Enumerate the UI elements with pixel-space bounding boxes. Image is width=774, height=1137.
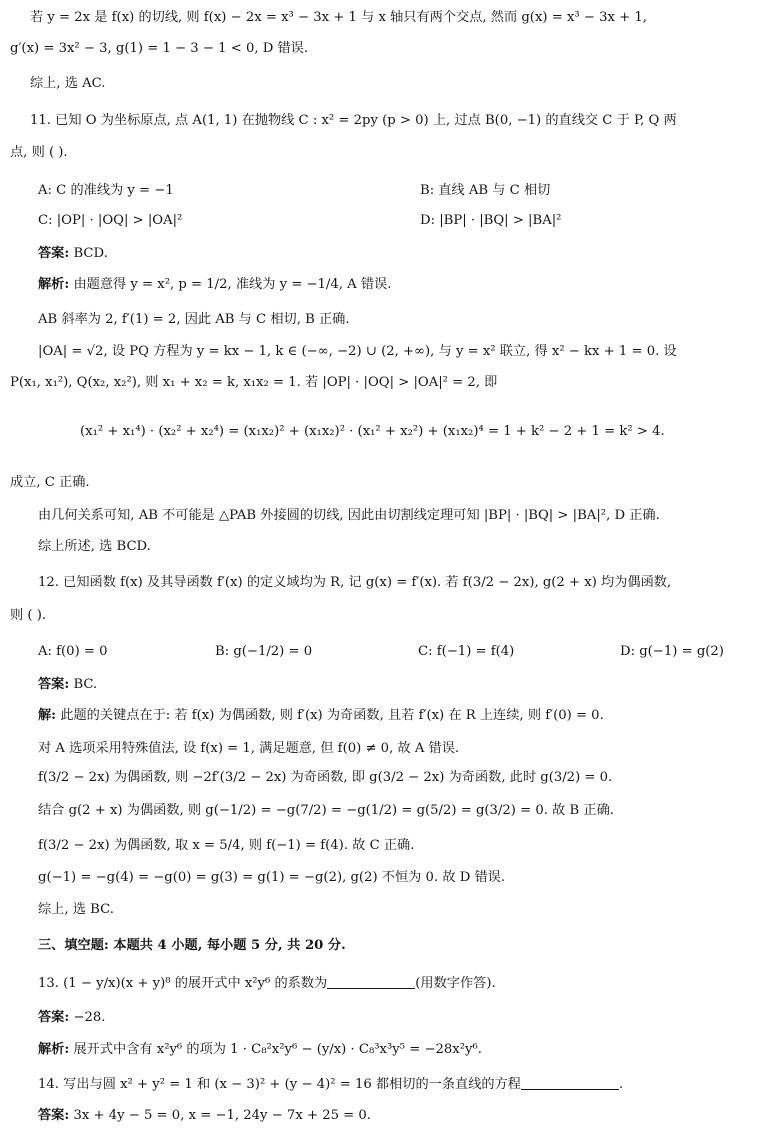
- section-heading: 三、填空题: 本题共 4 小题, 每小题 5 分, 共 20 分.: [38, 938, 346, 953]
- option-d: D: g(−1) = g(2): [620, 644, 724, 659]
- text-line: 结合 g(2 + x) 为偶函数, 则 g(−1/2) = −g(7/2) = −g(1/2) = g(5/2) = g(3/2) = 0. 故 B 正确.: [38, 803, 614, 818]
- text-line: 则 ( ).: [10, 608, 47, 623]
- text-line: g(−1) = −g(4) = −g(0) = g(3) = g(1) = −g(2), g(2) 不恒为 0. 故 D 错误.: [38, 870, 506, 885]
- answer-blank: [521, 1077, 619, 1090]
- analysis-text: 展开式中含有 x²y⁶ 的项为 1 · C₈²x²y⁶ − (y/x) · C₈³x³y⁵ = −28x²y⁶.: [69, 1042, 482, 1057]
- analysis-label: 解析:: [38, 277, 70, 292]
- answer-line: [38, 1108, 371, 1123]
- solution-line: [38, 708, 604, 723]
- answer-label: 答案:: [38, 1108, 70, 1123]
- answer-value: −28.: [69, 1010, 106, 1025]
- answer-label: 答案:: [38, 677, 70, 692]
- text-line: 若 y = 2x 是 f(x) 的切线, 则 f(x) − 2x = x³ − 3x + 1 与 x 轴只有两个交点, 然而 g(x) = x³ − 3x + 1,: [30, 10, 647, 25]
- option-b: B: 直线 AB 与 C 相切: [420, 183, 551, 198]
- answer-label: 答案:: [38, 246, 70, 261]
- question-13-stem: [38, 976, 496, 991]
- analysis-line: [38, 1042, 482, 1057]
- answer-value: 3x + 4y − 5 = 0, x = −1, 24y − 7x + 25 = 0.: [69, 1108, 371, 1123]
- text-line: AB 斜率为 2, f′(1) = 2, 因此 AB 与 C 相切, B 正确.: [38, 312, 350, 327]
- text-line: f(3/2 − 2x) 为偶函数, 则 −2f′(3/2 − 2x) 为奇函数, 即 g(3/2 − 2x) 为奇函数, 此时 g(3/2) = 0.: [38, 770, 613, 785]
- answer-line: [38, 677, 97, 692]
- answer-value: BC.: [69, 677, 98, 692]
- answer-label: 答案:: [38, 1010, 70, 1025]
- text-line: f(3/2 − 2x) 为偶函数, 取 x = 5/4, 则 f(−1) = f(4). 故 C 正确.: [38, 838, 415, 853]
- analysis-line: [38, 277, 391, 292]
- text-line: 综上所述, 选 BCD.: [38, 539, 151, 554]
- analysis-label: 解析:: [38, 1042, 70, 1057]
- analysis-text: 由题意得 y = x², p = 1/2, 准线为 y = −1/4, A 错误.: [69, 277, 392, 292]
- option-c: C: |OP| · |OQ| > |OA|²: [38, 213, 183, 228]
- option-a: A: C 的准线为 y = −1: [38, 183, 174, 198]
- text-line: 由几何关系可知, AB 不可能是 △PAB 外接圆的切线, 因此由切割线定理可知 |BP| · |BQ| > |BA|², D 正确.: [38, 508, 660, 523]
- display-equation: (x₁² + x₁⁴) · (x₂² + x₂⁴) = (x₁x₂)² + (x₁x₂)² · (x₁² + x₂²) + (x₁x₂)⁴ = 1 + k² − 2 + 1 = k² > 4.: [80, 424, 665, 439]
- solution-label: 解:: [38, 708, 57, 723]
- answer-line: [38, 246, 108, 261]
- option-c: C: f(−1) = f(4): [418, 644, 515, 659]
- text-line: 综上, 选 AC.: [30, 76, 106, 91]
- text-line: 成立, C 正确.: [10, 475, 90, 490]
- text-line: |OA| = √2, 设 PQ 方程为 y = kx − 1, k ∈ (−∞, −2) ∪ (2, +∞), 与 y = x² 联立, 得 x² − kx + 1 = 0. 设: [38, 344, 677, 359]
- answer-blank: [327, 976, 415, 989]
- question-11-stem: 11. 已知 O 为坐标原点, 点 A(1, 1) 在抛物线 C : x² = 2py (p > 0) 上, 过点 B(0, −1) 的直线交 C 于 P, Q 两: [30, 113, 677, 128]
- question-text: (用数字作答).: [415, 976, 496, 991]
- text-line: 综上, 选 BC.: [38, 902, 114, 917]
- text-line: 对 A 选项采用特殊值法, 设 f(x) = 1, 满足题意, 但 f(0) ≠ 0, 故 A 错误.: [38, 741, 460, 756]
- text-line: P(x₁, x₁²), Q(x₂, x₂²), 则 x₁ + x₂ = k, x₁x₂ = 1. 若 |OP| · |OQ| > |OA|² = 2, 即: [10, 375, 498, 390]
- question-12-stem: 12. 已知函数 f(x) 及其导函数 f′(x) 的定义域均为 R, 记 g(x) = f′(x). 若 f(3/2 − 2x), g(2 + x) 均为偶函数,: [38, 575, 672, 590]
- option-d: D: |BP| · |BQ| > |BA|²: [420, 213, 562, 228]
- answer-value: BCD.: [69, 246, 108, 261]
- option-b: B: g(−1/2) = 0: [215, 644, 313, 659]
- text-line: g′(x) = 3x² − 3, g(1) = 1 − 3 − 1 < 0, D 错误.: [10, 41, 309, 56]
- question-14-stem: [38, 1077, 623, 1092]
- solution-text: 此题的关键点在于: 若 f(x) 为偶函数, 则 f′(x) 为奇函数, 且若 f′(x) 在 R 上连续, 则 f′(0) = 0.: [56, 708, 604, 723]
- answer-line: [38, 1010, 105, 1025]
- text-line: 点, 则 ( ).: [10, 145, 68, 160]
- option-a: A: f(0) = 0: [38, 644, 108, 659]
- question-text: .: [618, 1077, 624, 1092]
- question-text: 14. 写出与圆 x² + y² = 1 和 (x − 3)² + (y − 4)² = 16 都相切的一条直线的方程: [38, 1077, 521, 1092]
- question-text: 13. (1 − y/x)(x + y)⁸ 的展开式中 x²y⁶ 的系数为: [38, 976, 328, 991]
